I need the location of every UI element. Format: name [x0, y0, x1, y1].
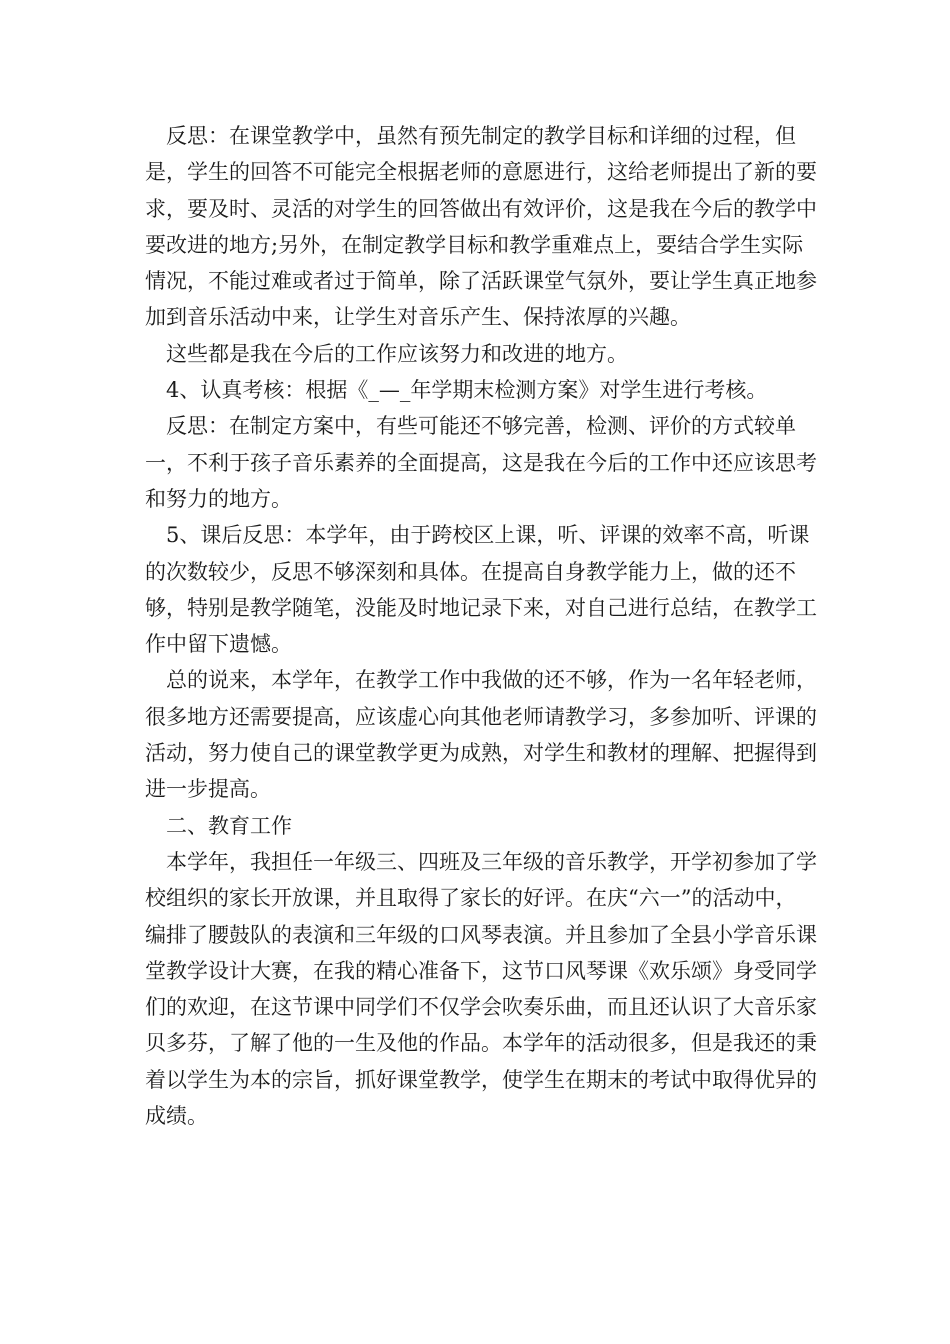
- paragraph-improvement-note: 这些都是我在今后的工作应该努力和改进的地方。: [166, 341, 628, 366]
- document-body: [145, 118, 817, 1134]
- paragraph-reflection-assessment: 反思：在制定方案中，有些可能还不够完善，检测、评价的方式较单一，不利于孩子音乐素养的全面提高，这是我在今后的工作中还应该思考和努力的地方。: [145, 414, 817, 511]
- paragraph-reflection-classroom: 反思：在课堂教学中，虽然有预先制定的教学目标和详细的过程，但是，学生的回答不可能完全根据老师的意愿进行，这给老师提出了新的要求，要及时、灵活的对学生的回答做出有效评价，这是我在今后的教学中要改进的地方;另外，在制定教学目标和教学重难点上，要结合学生实际情况，不能过难或者过于简单，除了活跃课堂气氛外，要让学生真正地参加到音乐活动中来，让学生对音乐产生、保持浓厚的兴趣。: [145, 124, 817, 330]
- paragraph-education-work: 本学年，我担任一年级三、四班及三年级的音乐教学，开学初参加了学校组织的家长开放课，并且取得了家长的好评。在庆“六一”的活动中，编排了腰鼓队的表演和三年级的口风琴表演。并且参加了全县小学音乐课堂教学设计大赛，在我的精心准备下，这节口风琴课《欢乐颂》身受同学们的欢迎，在这节课中同学们不仅学会吹奏乐曲，而且还认识了大音乐家贝多芬，了解了他的一生及他的作品。本学年的活动很多，但是我还的秉着以学生为本的宗旨，抓好课堂教学，使学生在期末的考试中取得优异的成绩。: [145, 849, 817, 1129]
- paragraph-after-class-reflection: 5、课后反思：本学年，由于跨校区上课，听、评课的效率不高，听课的次数较少，反思不够深刻和具体。在提高自身教学能力上，做的还不够，特别是教学随笔，没能及时地记录下来，对自己进行总结，在教学工作中留下遗憾。: [145, 523, 817, 657]
- paragraph-assessment: 4、认真考核：根据《_—_年学期末检测方案》对学生进行考核。: [166, 378, 768, 403]
- section-heading-education-work: 二、教育工作: [166, 813, 292, 838]
- paragraph-summary: 总的说来，本学年，在教学工作中我做的还不够，作为一名年轻老师，很多地方还需要提高，应该虚心向其他老师请教学习，多参加听、评课的活动，努力使自己的课堂教学更为成熟，对学生和教材的理解、把握得到进一步提高。: [145, 668, 817, 802]
